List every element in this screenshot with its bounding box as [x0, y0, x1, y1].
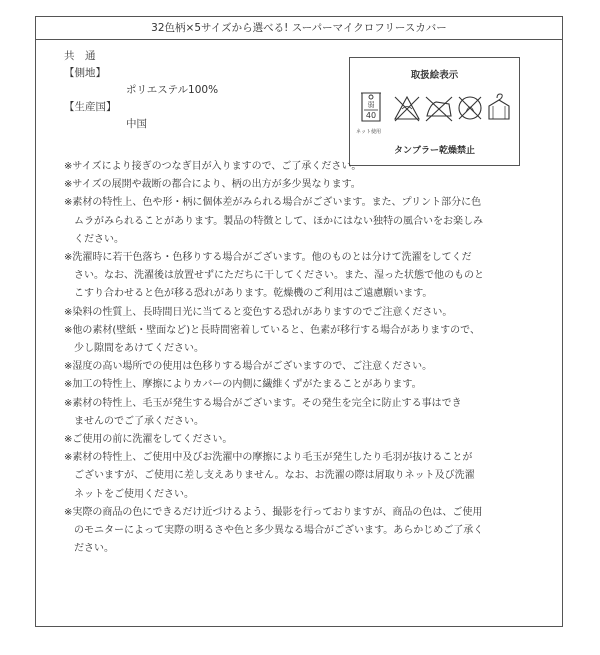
note-line: ※サイズにより接ぎのつなぎ目が入りますので、ご了承ください。 [64, 161, 362, 172]
care-icons [360, 90, 512, 130]
note-line: ムラがみられることがあります。製品の特徴として、ほかにはない独特の風合いをお楽しみ [74, 215, 483, 227]
notes-list [64, 158, 554, 558]
wash-temp: 40 [365, 111, 377, 120]
note-line: ませんのでご了承ください。 [74, 415, 204, 427]
note-item [64, 158, 554, 176]
care-title: 取扱絵表示 [410, 70, 459, 81]
note-line: ※サイズの展開や裁断の都合により、柄の出方が多少異なります。 [64, 179, 361, 191]
care-note: タンブラー乾燥禁止 [393, 146, 475, 156]
note-item [64, 376, 554, 394]
wash-icon-text: 弱 [367, 101, 375, 109]
note-line: ※湿度の高い場所での使用は色移りする場合がございますので、ご注意ください。 [64, 361, 433, 373]
note-line: さい。なお、洗濯後は放置せずにただちに干してください。また、湿った状態で他のものと [74, 270, 484, 282]
spec-origin-value: 中国 [126, 118, 147, 130]
spec-origin-label: 【生産国】 [64, 101, 117, 113]
note-line: ※実際の商品の色にできるだけ近づけるよう、撮影を行っておりますが、商品の色は、ご使用 [64, 506, 483, 518]
note-line: 少し隙間をあけてください。 [74, 343, 204, 355]
no-dry-clean-icon [456, 94, 484, 122]
note-item [64, 449, 554, 504]
note-item [64, 504, 554, 559]
care-label-box [349, 57, 520, 166]
hang-dry-icon [486, 92, 512, 122]
note-item [64, 431, 554, 449]
note-line: ※洗濯時に若干色落ち・色移りする場合がございます。他のものとは分けて洗濯をしてくだ [64, 252, 472, 264]
note-line: ※素材の特性上、ご使用中及びお洗濯中の摩擦により毛玉が発生したり毛羽が抜けることが [64, 452, 473, 464]
spec-fabric-label: 【側地】 [64, 67, 106, 79]
no-iron-icon [424, 94, 454, 122]
no-bleach-icon [393, 94, 421, 122]
note-line: ※素材の特性上、毛玉が発生する場合がございます。その発生を完全に防止する事はでき [64, 397, 462, 409]
net-label: ネット使用 [356, 129, 382, 135]
note-item [64, 176, 554, 194]
note-line: こすり合わせると色が移る恐れがあります。乾燥機のご利用はご遠慮願います。 [74, 288, 433, 300]
spec-fabric-value: ポリエステル100% [126, 84, 219, 96]
wash-40-gentle-net-icon [360, 90, 382, 124]
note-line: のモニターによって実際の明るさや色と多少異なる場合がございます。あらかじめご了承く [74, 525, 484, 537]
note-line: ださい。 [74, 543, 114, 555]
note-item [64, 249, 554, 304]
note-line: ※他の素材(壁紙・壁面など)と長時間密着していると、色素が移行する場合がありますので、 [64, 324, 480, 336]
note-line: ください。 [74, 233, 124, 245]
note-item [64, 322, 554, 358]
note-line: ネットをご使用ください。 [74, 488, 194, 500]
note-line: ※ご使用の前に洗濯をしてください。 [64, 434, 233, 446]
note-item [64, 194, 554, 249]
note-line: ございますが、ご使用に差し支えありません。なお、お洗濯の際は屑取りネット及び洗濯 [74, 470, 475, 482]
spec-section [64, 48, 218, 133]
note-line: ※素材の特性上、色や形・柄に個体差がみられる場合がございます。また、プリント部分に色 [64, 197, 482, 209]
panel-title: 32色柄×5サイズから選べる! スーパーマイクロフリースカバー [36, 17, 562, 40]
note-line: ※加工の特性上、摩擦によりカバーの内側に繊維くずがたまることがあります。 [64, 379, 422, 391]
spec-common-label: 共 通 [64, 50, 96, 62]
note-item [64, 304, 554, 322]
note-item [64, 358, 554, 376]
note-line: ※染料の性質上、長時間日光に当てると変色する恐れがありますのでご注意ください。 [64, 306, 453, 318]
note-item [64, 395, 554, 431]
product-info-panel [35, 16, 563, 627]
